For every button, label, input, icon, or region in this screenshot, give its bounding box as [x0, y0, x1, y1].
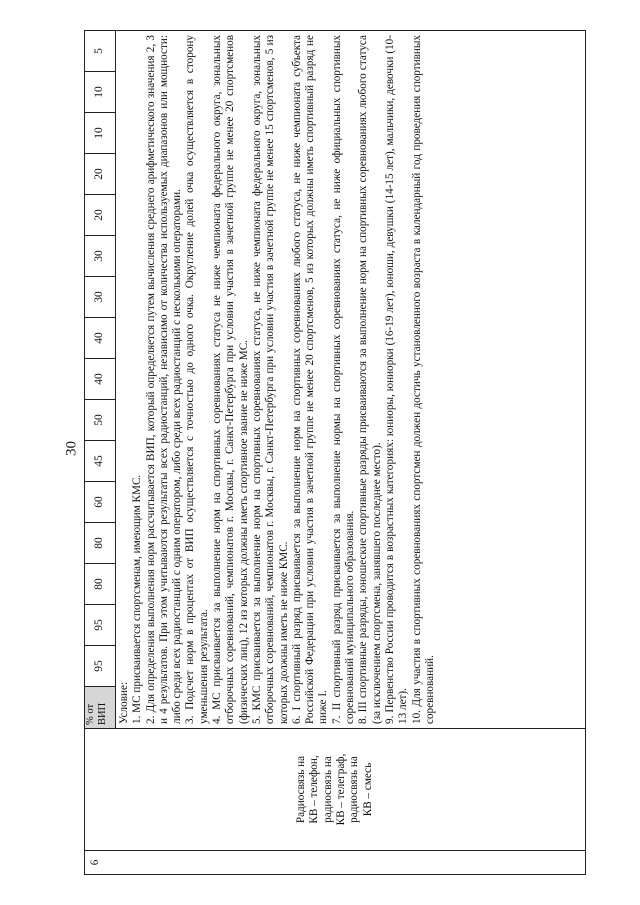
- norms-table: [84, 30, 586, 875]
- condition-item: 1. МС присваивается спортсменам, имеющим КМС.: [131, 474, 144, 724]
- value-cell: 95: [85, 605, 116, 646]
- value-cell: 30: [85, 277, 116, 318]
- discipline-line: радиосвязь на: [321, 756, 334, 823]
- value-cell: 10: [85, 113, 116, 154]
- condition-item: 7. II спортивный разряд присваивается за выполнение нормы на спортивных соревнованиях статуса, не ниже официальных спортивных соревнований муниципального образования.: [330, 35, 357, 724]
- condition-item: 4. МС присваивается за выполнение норм на спортивных соревнованиях статуса не ниже чемпионата федерального округа, зональных отборочных соревнований, чемпионатов г. Москвы, г. Санкт-Петербурга при условии участия в зачетной группе не менее 20 спортсменов (физических лиц), 12 из которых должны иметь спортивное звание не ниже МС.: [211, 35, 250, 724]
- value-cell: 40: [85, 359, 116, 400]
- value-cell: 95: [85, 646, 116, 687]
- discipline-cell: [85, 729, 586, 851]
- discipline-line: Радиосвязь на: [295, 755, 308, 824]
- table-canvas: [84, 30, 586, 875]
- value-cell: 5: [85, 31, 116, 72]
- unit-line: % от: [85, 703, 96, 725]
- value-cell: 80: [85, 523, 116, 564]
- discipline-line: КВ – смесь: [361, 762, 374, 817]
- discipline-line: КВ – телефон,: [308, 755, 321, 824]
- row-number-cell: 6: [85, 851, 586, 875]
- condition-item: 5. КМС присваивается за выполнение норм на спортивных соревнованиях статуса, не ниже чемпионата федерального округа, зональных отборочных соревнований, чемпионатов г. Москвы, г. Санкт-Петербурга при условии участия в зачетной группе не менее 15 спортсменов, 5 из которых должны иметь не ниже КМС.: [250, 35, 290, 724]
- value-cell: 20: [85, 154, 116, 195]
- value-cell: 50: [85, 400, 116, 441]
- conditions-cell: [116, 31, 586, 729]
- table-row-header: [85, 31, 116, 875]
- unit-header-cell: [85, 687, 116, 729]
- condition-item: 8. III спортивные разряды, юношеские спортивные разряды присваиваются за выполнение норм на спортивных соревнованиях любого статуса (за исключением спортсмена, занявшего последнее место).: [357, 35, 383, 724]
- value-cell: 30: [85, 236, 116, 277]
- discipline-line: КВ – телеграф,: [335, 753, 347, 826]
- condition-item: 6. I спортивный разряд присваивается за выполнение норм на спортивных соревнованиях любого статуса, не ниже чемпионата субъекта Российской Федерации при условии участия в зачетной группе не менее 20 спортсменов, 5 из которых должны иметь спортивный разряд не ниже I.: [290, 35, 330, 724]
- value-cell: 45: [85, 441, 116, 482]
- unit-line: ВИП: [97, 702, 108, 725]
- conditions-title: Условие:: [118, 681, 130, 724]
- condition-item: 9. Первенство России проводится в возрастных категориях: юниоры, юниорки (16-19 лет), юноши, девушки (14-15 лет), мальчики, девочки (10-13 лет).: [383, 35, 410, 724]
- condition-item: 3. Подсчет норм в процентах от ВИП осуществляется с точностью до одного очка. Округление долей очка осуществляется в сторону уменьшения результата.: [184, 35, 210, 724]
- value-cell: 80: [85, 564, 116, 605]
- discipline-line: радиосвязь на: [348, 756, 361, 823]
- condition-item: 10. Для участия в спортивных соревнованиях спортсмен должен достичь установленного возраста в календарный год проведения спортивных соревнований.: [410, 35, 436, 724]
- value-cell: 40: [85, 318, 116, 359]
- condition-item: 2. Для определения выполнения норм рассчитывается ВИП, который определяется путем вычисления среднего арифметического значения 2, 3 и 4 результатов. При этом учитываются результаты всех радиостанций, независимо от количества используемых диапазонов или мощности: либо среди всех радиостанций с одним оператором, либо среди всех радиостанций с несколькими операторами.: [144, 35, 184, 724]
- rotated-table-area: [84, 30, 586, 875]
- page-number: 30: [63, 441, 80, 456]
- value-cell: 20: [85, 195, 116, 236]
- value-cell: 10: [85, 72, 116, 113]
- value-cell: 60: [85, 482, 116, 523]
